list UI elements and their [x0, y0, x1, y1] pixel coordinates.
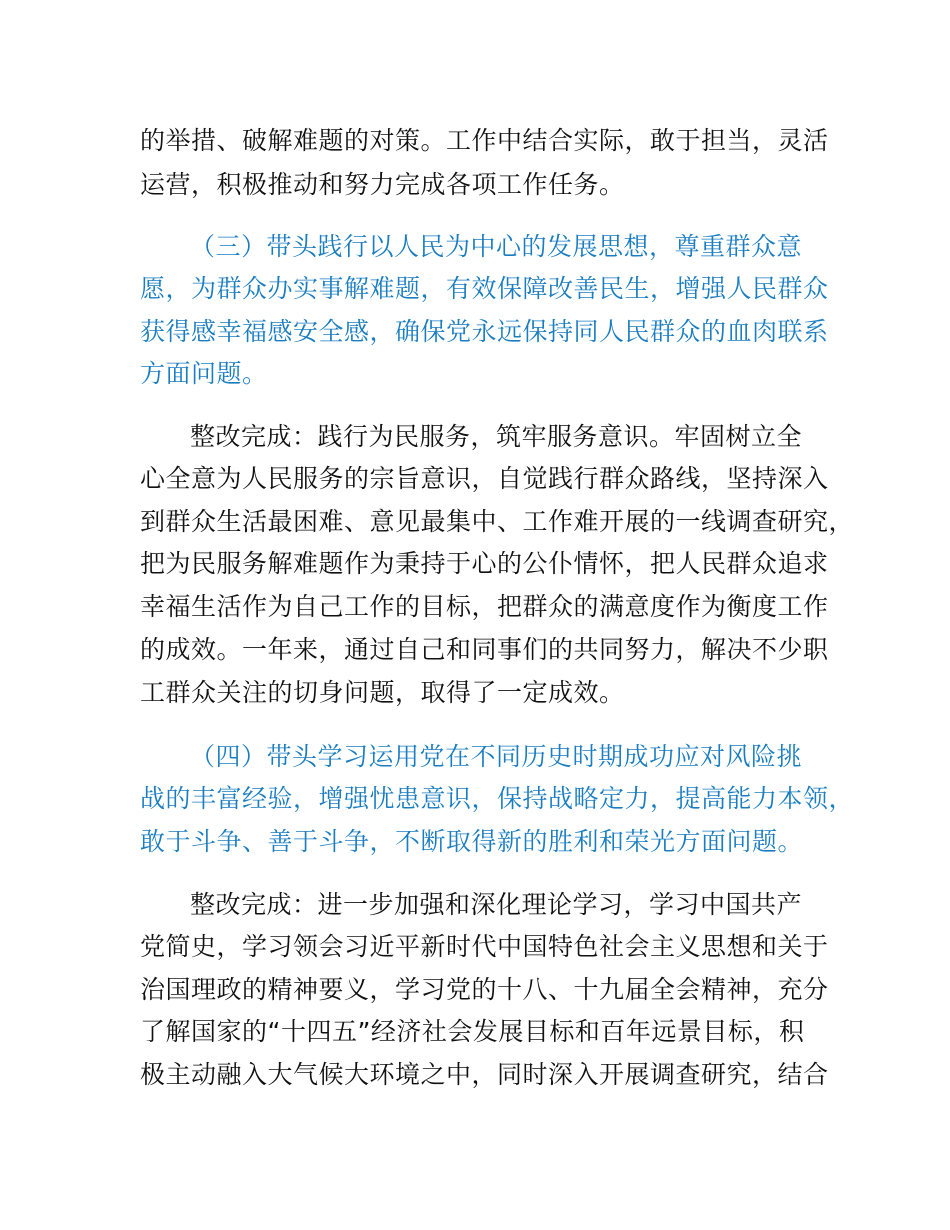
- section-three-heading-line: 愿，为群众办实事解难题，有效保障改善民生，增强人民群众: [140, 274, 829, 303]
- body-line: 运营，积极推动和努力完成各项工作任务。: [140, 170, 625, 199]
- section-four-heading-line: 战的丰富经验，增强忧患意识，保持战略定力，提高能力本领，: [140, 784, 855, 813]
- section-four-body-line: 治国理政的精神要义，学习党的十八、十九届全会精神，充分: [140, 975, 829, 1004]
- section-three-heading-line: 方面问题。: [140, 359, 268, 388]
- section-three-body-line: 幸福生活作为自己工作的目标，把群众的满意度作为衡度工作: [140, 592, 829, 621]
- section-three-heading-line: （三）带头践行以人民为中心的发展思想，尊重群众意: [190, 232, 803, 261]
- section-four-heading-line: 敢于斗争、善于斗争，不断取得新的胜利和荣光方面问题。: [140, 827, 804, 856]
- section-three-body-line: 整改完成：践行为民服务，筑牢服务意识。牢固树立全: [190, 422, 803, 451]
- section-three-body-line: 工群众关注的切身问题，取得了一定成效。: [140, 678, 625, 707]
- section-four-body-line: 党简史，学习领会习近平新时代中国特色社会主义思想和关于: [140, 932, 829, 961]
- body-line: 的举措、破解难题的对策。工作中结合实际，敢于担当，灵活: [140, 126, 829, 155]
- section-four-body-line: 整改完成：进一步加强和深化理论学习，学习中国共产: [190, 890, 803, 919]
- section-three-heading-line: 获得感幸福感安全感，确保党永远保持同人民群众的血肉联系: [140, 317, 829, 346]
- section-three-body-line: 把为民服务解难题作为秉持于心的公仆情怀，把人民群众追求: [140, 549, 829, 578]
- section-three-body-line: 心全意为人民服务的宗旨意识，自觉践行群众路线，坚持深入: [140, 464, 829, 493]
- section-three-body-line: 到群众生活最困难、意见最集中、工作难开展的一线调查研究，: [140, 507, 855, 536]
- section-four-body-line: 了解国家的“十四五”经济社会发展目标和百年远景目标，积: [140, 1017, 805, 1046]
- section-three-body-line: 的成效。一年来，通过自己和同事们的共同努力，解决不少职: [140, 635, 829, 664]
- section-four-body-line: 极主动融入大气候大环境之中，同时深入开展调查研究，结合: [140, 1060, 829, 1089]
- section-four-heading-line: （四）带头学习运用党在不同历史时期成功应对风险挑: [190, 742, 803, 771]
